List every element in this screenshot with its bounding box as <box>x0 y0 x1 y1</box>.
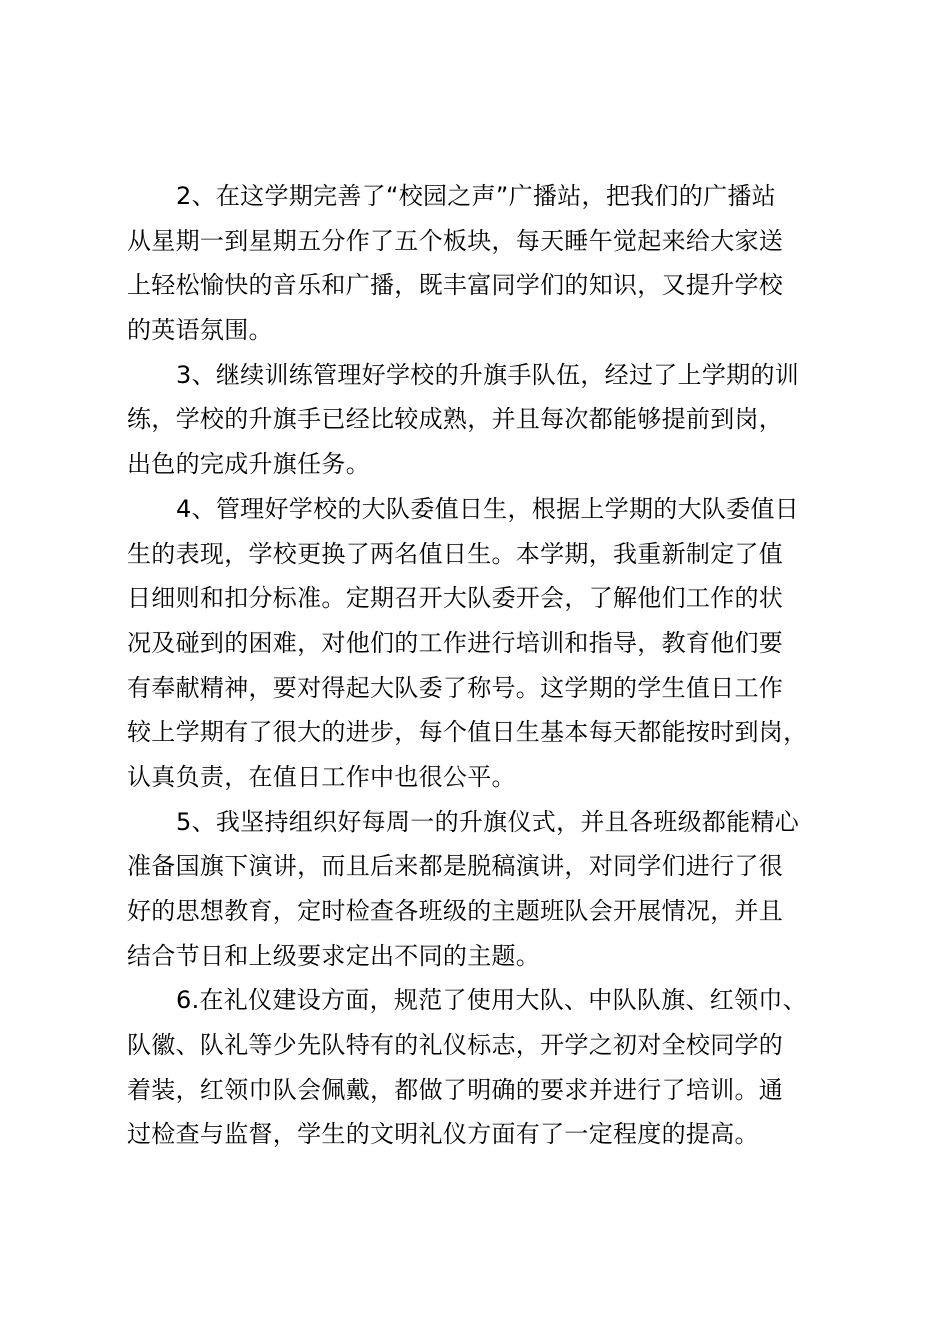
paragraph-line: 出色的完成升旗任务。 <box>127 450 370 479</box>
paragraph-line: 从星期一到星期五分作了五个板块，每天睡午觉起来给大家送 <box>127 226 784 255</box>
paragraph-line: 结合节日和上级要求定出不同的主题。 <box>127 941 541 970</box>
paragraph-line: 日细则和扣分标准。定期召开大队委开会，了解他们工作的状 <box>127 584 784 613</box>
paragraph-line: 认真负责，在值日工作中也很公平。 <box>127 762 516 791</box>
paragraph-line: 上轻松愉快的音乐和广播，既丰富同学们的知识，又提升学校 <box>127 271 784 300</box>
paragraph-line: 着装，红领巾队会佩戴，都做了明确的要求并进行了培训。通 <box>127 1075 784 1104</box>
paragraph-line: 的英语氛围。 <box>127 316 273 345</box>
paragraph-line: 生的表现，学校更换了两名值日生。本学期，我重新制定了值 <box>127 539 784 568</box>
paragraph-item-6 <box>127 978 847 1157</box>
paragraph-line: 队徽、队礼等少先队特有的礼仪标志，开学之初对全校同学的 <box>127 1031 784 1060</box>
paragraph-item-4 <box>127 487 847 800</box>
paragraph-line: 有奉献精神，要对得起大队委了称号。这学期的学生值日工作 <box>127 673 784 702</box>
paragraph-line: 3、继续训练管理好学校的升旗手队伍，经过了上学期的训 <box>176 360 800 389</box>
paragraph-item-2 <box>127 174 847 353</box>
paragraph-line: 5、我坚持组织好每周一的升旗仪式，并且各班级都能精心 <box>176 807 800 836</box>
paragraph-line: 好的思想教育，定时检查各班级的主题班队会开展情况，并且 <box>127 897 784 925</box>
paragraph-line: 4、管理好学校的大队委值日生，根据上学期的大队委值日 <box>176 494 800 523</box>
paragraph-line: 练，学校的升旗手已经比较成熟，并且每次都能够提前到岗， <box>127 405 784 434</box>
paragraph-line: 准备国旗下演讲，而且后来都是脱稿演讲，对同学们进行了很 <box>127 852 784 881</box>
paragraph-line: 过检查与监督，学生的文明礼仪方面有了一定程度的提高。 <box>127 1120 759 1149</box>
paragraph-line: 6.在礼仪建设方面，规范了使用大队、中队队旗、红领巾、 <box>176 986 807 1015</box>
paragraph-item-3 <box>127 353 847 487</box>
paragraph-line: 况及碰到的困难，对他们的工作进行培训和指导，教育他们要 <box>127 628 784 657</box>
document-body <box>127 174 847 1157</box>
paragraph-item-5 <box>127 800 847 979</box>
paragraph-line: 2、在这学期完善了“校园之声”广播站，把我们的广播站 <box>176 182 776 210</box>
paragraph-line: 较上学期有了很大的进步，每个值日生基本每天都能按时到岗， <box>127 718 808 747</box>
